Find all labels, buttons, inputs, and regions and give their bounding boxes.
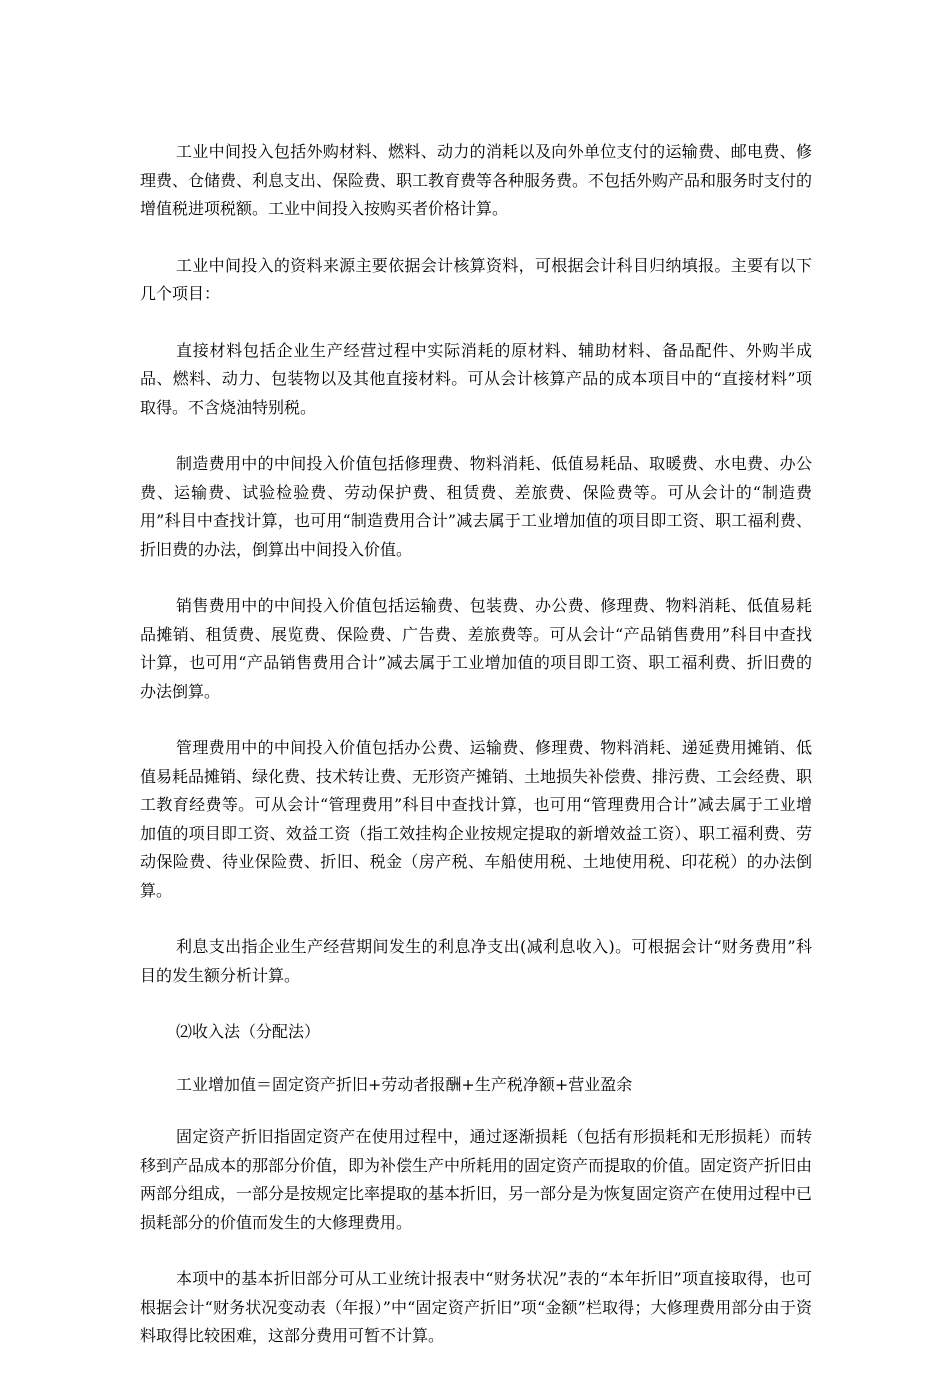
paragraph-fixed-asset-depreciation: 固定资产折旧指固定资产在使用过程中，通过逐渐损耗（包括有形损耗和无形损耗）而转移到产品成本的那部分价值，即为补偿生产中所耗用的固定资产而提取的价值。固定资产折旧由两部分组成，一部分是按规定比率提取的基本折旧，另一部分是为恢复固定资产在使用过程中已损耗部分的价值而发生的大修理费用。 [140,1127,813,1232]
paragraph-basic-depreciation-source: 本项中的基本折旧部分可从工业统计报表中“财务状况”表的“本年折旧”项直接取得，也可根据会计“财务状况变动表（年报）”中“固定资产折旧”项“金额”栏取得；大修理费用部分由于资料取得比较困难，这部分费用可暂不计算。 [140,1269,812,1345]
paragraph-sales-costs: 销售费用中的中间投入价值包括运输费、包装费、办公费、修理费、物料消耗、低值易耗品摊销、租赁费、展览费、保险费、广告费、差旅费等。可从会计“产品销售费用”科目中查找计算，也可用“产品销售费用合计”减去属于工业增加值的项目即工资、职工福利费、折旧费的办法倒算。 [140,596,812,701]
paragraph-interest-expense: 利息支出指企业生产经营期间发生的利息净支出(减利息收入)。可根据会计“财务费用”科目的发生额分析计算。 [140,937,812,985]
paragraph-management-costs: 管理费用中的中间投入价值包括办公费、运输费、修理费、物料消耗、递延费用摊销、低值易耗品摊销、绿化费、技术转让费、无形资产摊销、土地损失补偿费、排污费、工会经费、职工教育经费等。可从会计“管理费用”科目中查找计算，也可用“管理费用合计”减去属于工业增加值的项目即工资、效益工资（指工效挂构企业按规定提取的新增效益工资）、职工福利费、劳动保险费、待业保险费、折旧、税金（房产税、车船使用税、土地使用税、印花税）的办法倒算。 [140,738,813,900]
paragraph-direct-materials: 直接材料包括企业生产经营过程中实际消耗的原材料、辅助材料、备品配件、外购半成品、燃料、动力、包装物以及其他直接材料。可从会计核算产品的成本项目中的“直接材料”项取得。不含烧油特别税。 [140,340,812,417]
formula-industrial-value-added: 工业增加值＝固定资产折旧+劳动者报酬+生产税净额+营业盈余 [176,1074,633,1094]
paragraph-data-sources: 工业中间投入的资料来源主要依据会计核算资料，可根据会计科目归纳填报。主要有以下几个项目： [140,255,812,303]
paragraph-manufacturing-costs: 制造费用中的中间投入价值包括修理费、物料消耗、低值易耗品、取暖费、水电费、办公费、运输费、试验检验费、劳动保护费、租赁费、差旅费、保险费等。可从会计的“制造费用”科目中查找计算，也可用“制造费用合计”减去属于工业增加值的项目即工资、职工福利费、折旧费的办法，倒算出中间投入价值。 [140,454,812,559]
heading-income-method: ⑵收入法（分配法） [176,1022,321,1041]
document-page [140,138,812,1379]
paragraph-industrial-intermediate-input: 工业中间投入包括外购材料、燃料、动力的消耗以及向外单位支付的运输费、邮电费、修理费、仓储费、利息支出、保险费、职工教育费等各种服务费。不包括外购产品和服务时支付的增值税进项税额。工业中间投入按购买者价格计算。 [140,142,813,218]
